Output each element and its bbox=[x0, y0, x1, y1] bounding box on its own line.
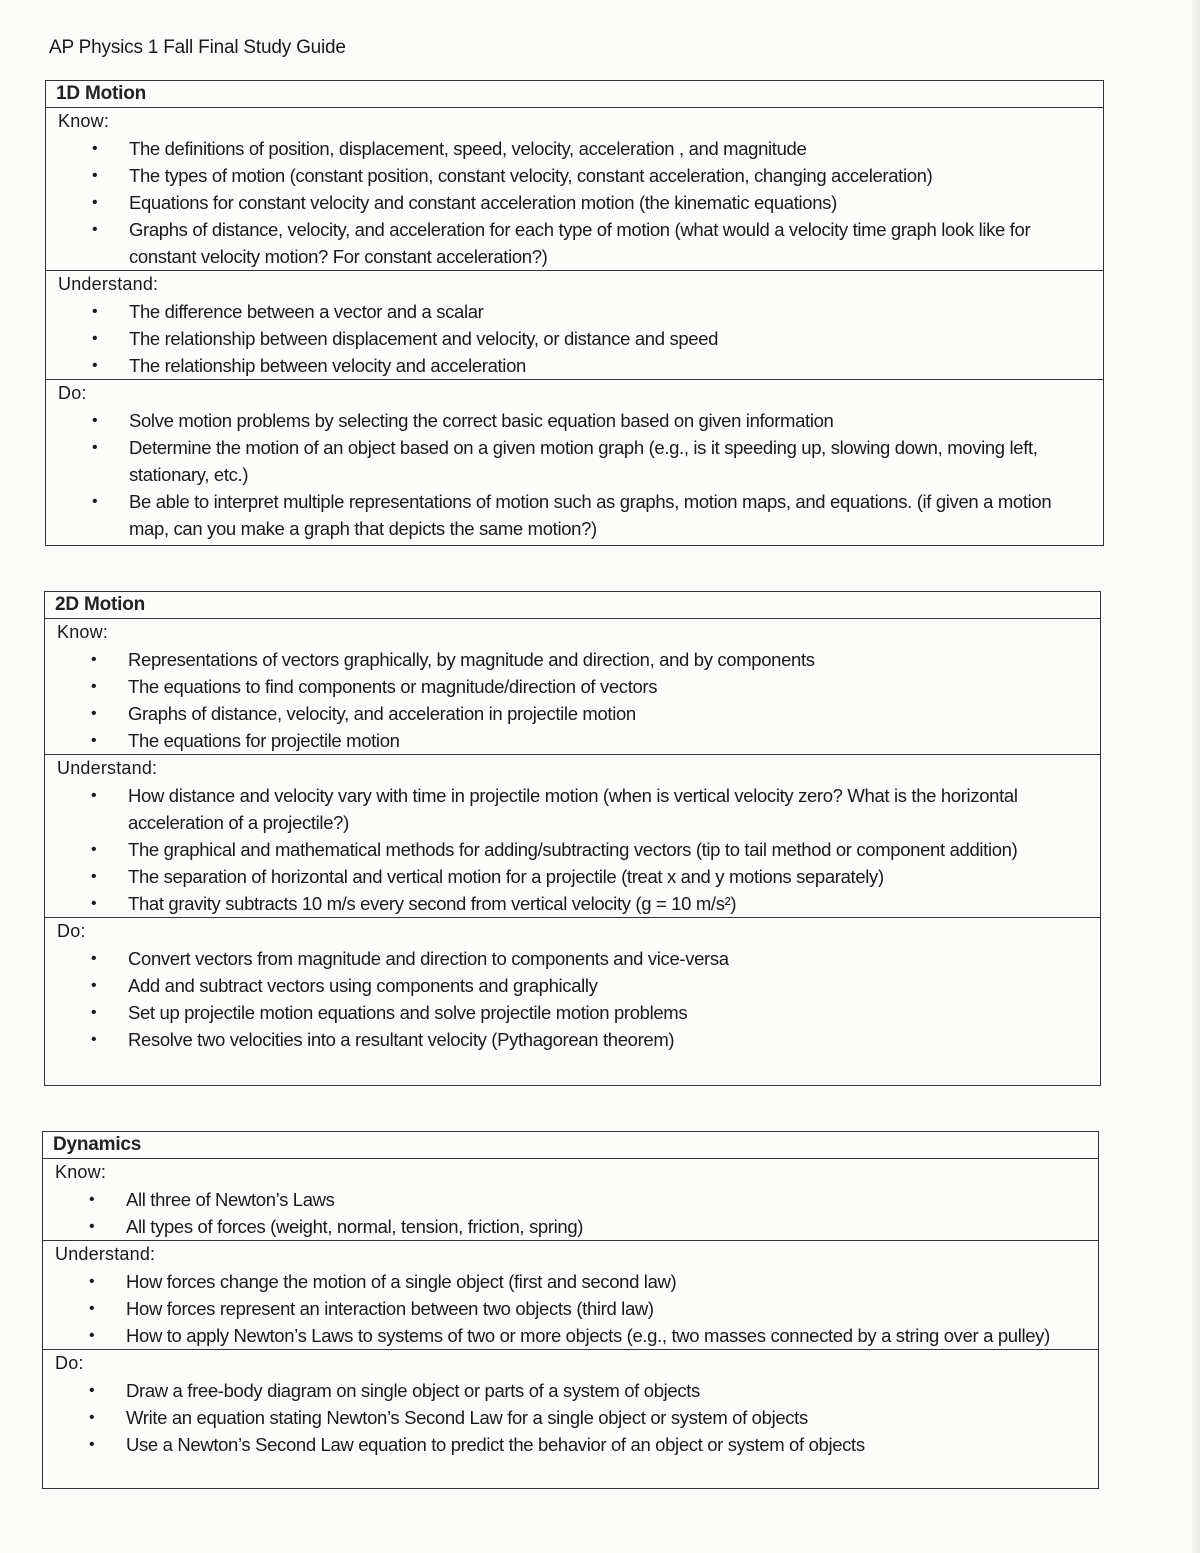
list-item bbox=[43, 1322, 1098, 1349]
section-group bbox=[43, 1241, 1098, 1350]
bullet-icon: • bbox=[91, 841, 97, 858]
list-item-text: Add and subtract vectors using components and graphically bbox=[128, 975, 598, 996]
list-item-text: Use a Newton’s Second Law equation to predict the behavior of an object or system of objects bbox=[126, 1434, 865, 1455]
bullet-icon: • bbox=[91, 868, 97, 885]
bullet-icon: • bbox=[92, 194, 98, 211]
list-item-text: The relationship between displacement and velocity, or distance and speed bbox=[129, 328, 719, 349]
list-item bbox=[43, 1186, 1098, 1213]
section-group bbox=[45, 755, 1100, 918]
list-item bbox=[43, 1213, 1098, 1240]
list-item-text: The types of motion (constant position, constant velocity, constant acceleration, changing acceleration) bbox=[129, 165, 933, 186]
bullet-icon: • bbox=[91, 895, 97, 912]
list-item bbox=[46, 434, 1103, 488]
bullet-icon: • bbox=[92, 221, 98, 238]
list-item bbox=[45, 727, 1100, 754]
list-item-text: Write an equation stating Newton’s Second Law for a single object or system of objects bbox=[126, 1407, 808, 1428]
list-item bbox=[45, 890, 1100, 917]
list-item bbox=[43, 1268, 1098, 1295]
bullet-icon: • bbox=[91, 977, 97, 994]
list-item-text: The equations to find components or magnitude/direction of vectors bbox=[128, 676, 658, 697]
section-group bbox=[45, 619, 1100, 755]
section-group bbox=[43, 1159, 1098, 1241]
section-heading: 2D Motion bbox=[45, 592, 1100, 619]
bullet-icon: • bbox=[92, 439, 98, 456]
bullet-icon: • bbox=[89, 1218, 95, 1235]
list-item-text: The difference between a vector and a scalar bbox=[129, 301, 484, 322]
bullet-list bbox=[43, 1186, 1098, 1240]
list-item-text: Convert vectors from magnitude and direction to components and vice-versa bbox=[128, 948, 729, 969]
list-item-text: Graphs of distance, velocity, and acceleration in projectile motion bbox=[128, 703, 636, 724]
list-item-text: How to apply Newton’s Laws to systems of two or more objects (e.g., two masses connected by a string over a pulley) bbox=[126, 1325, 1050, 1346]
scan-edge bbox=[1192, 0, 1200, 1553]
list-item-text: That gravity subtracts 10 m/s every second from vertical velocity (g = 10 m/s²) bbox=[128, 893, 737, 914]
list-item bbox=[45, 782, 1100, 836]
group-label: Know: bbox=[57, 622, 109, 642]
bullet-icon: • bbox=[92, 412, 98, 429]
bullet-icon: • bbox=[91, 678, 97, 695]
bullet-icon: • bbox=[89, 1382, 95, 1399]
group-label: Understand: bbox=[58, 274, 159, 294]
list-item-text: All three of Newton’s Laws bbox=[126, 1189, 335, 1210]
section-group bbox=[46, 271, 1103, 380]
bullet-list bbox=[46, 407, 1103, 542]
list-item-text: The separation of horizontal and vertical motion for a projectile (treat x and y motions separately) bbox=[128, 866, 884, 887]
bullet-list bbox=[45, 782, 1100, 917]
list-item bbox=[45, 863, 1100, 890]
list-item bbox=[45, 700, 1100, 727]
group-label: Understand: bbox=[57, 758, 158, 778]
section-dynamics bbox=[42, 1131, 1099, 1489]
list-item bbox=[45, 646, 1100, 673]
list-item-text: How forces represent an interaction between two objects (third law) bbox=[126, 1298, 654, 1319]
bullet-list bbox=[43, 1268, 1098, 1349]
list-item-text: The graphical and mathematical methods for adding/subtracting vectors (tip to tail method or component addition) bbox=[128, 839, 1018, 860]
list-item-text: All types of forces (weight, normal, tension, friction, spring) bbox=[126, 1216, 584, 1237]
bullet-icon: • bbox=[91, 950, 97, 967]
list-item bbox=[43, 1377, 1098, 1404]
bullet-list bbox=[43, 1377, 1098, 1458]
list-item-text: Be able to interpret multiple representations of motion such as graphs, motion maps, and equations. (if given a motion map, can you make a graph that depicts the same motion?) bbox=[129, 491, 1052, 539]
bullet-icon: • bbox=[89, 1191, 95, 1208]
bullet-icon: • bbox=[89, 1300, 95, 1317]
bullet-icon: • bbox=[89, 1273, 95, 1290]
list-item bbox=[45, 945, 1100, 972]
list-item-text: Equations for constant velocity and constant acceleration motion (the kinematic equations) bbox=[129, 192, 837, 213]
section-heading: Dynamics bbox=[43, 1132, 1098, 1159]
section-group bbox=[46, 380, 1103, 542]
list-item bbox=[45, 673, 1100, 700]
list-item-text: The definitions of position, displacement, speed, velocity, acceleration , and magnitude bbox=[129, 138, 807, 159]
bullet-icon: • bbox=[91, 732, 97, 749]
bullet-icon: • bbox=[92, 357, 98, 374]
bullet-list bbox=[46, 298, 1103, 379]
bullet-list bbox=[45, 646, 1100, 754]
list-item-text: Set up projectile motion equations and solve projectile motion problems bbox=[128, 1002, 688, 1023]
group-label: Do: bbox=[55, 1353, 84, 1373]
page-title: AP Physics 1 Fall Final Study Guide bbox=[49, 37, 346, 58]
section-1d-motion bbox=[45, 80, 1104, 546]
list-item bbox=[43, 1431, 1098, 1458]
list-item-text: Resolve two velocities into a resultant velocity (Pythagorean theorem) bbox=[128, 1029, 675, 1050]
bullet-icon: • bbox=[89, 1436, 95, 1453]
bullet-list bbox=[45, 945, 1100, 1053]
list-item bbox=[46, 135, 1103, 162]
list-item bbox=[45, 972, 1100, 999]
list-item bbox=[46, 216, 1103, 270]
list-item bbox=[46, 325, 1103, 352]
section-group bbox=[43, 1350, 1098, 1458]
list-item bbox=[45, 1026, 1100, 1053]
group-label: Do: bbox=[57, 921, 86, 941]
list-item bbox=[43, 1295, 1098, 1322]
bullet-icon: • bbox=[91, 705, 97, 722]
group-label: Know: bbox=[55, 1162, 107, 1182]
group-label: Know: bbox=[58, 111, 110, 131]
bullet-icon: • bbox=[92, 303, 98, 320]
section-group bbox=[46, 108, 1103, 271]
bullet-list bbox=[46, 135, 1103, 270]
bullet-icon: • bbox=[92, 167, 98, 184]
bullet-icon: • bbox=[91, 787, 97, 804]
section-heading: 1D Motion bbox=[46, 81, 1103, 108]
list-item bbox=[43, 1404, 1098, 1431]
bullet-icon: • bbox=[89, 1409, 95, 1426]
list-item bbox=[46, 298, 1103, 325]
list-item-text: Draw a free-body diagram on single object or parts of a system of objects bbox=[126, 1380, 700, 1401]
list-item-text: Representations of vectors graphically, by magnitude and direction, and by components bbox=[128, 649, 815, 670]
list-item bbox=[46, 189, 1103, 216]
list-item bbox=[46, 488, 1103, 542]
bullet-icon: • bbox=[89, 1327, 95, 1344]
list-item bbox=[46, 162, 1103, 189]
list-item-text: The relationship between velocity and acceleration bbox=[129, 355, 526, 376]
list-item-text: Graphs of distance, velocity, and acceleration for each type of motion (what would a velocity time graph look like for constant velocity motion? For constant acceleration?) bbox=[129, 219, 1031, 267]
list-item-text: Solve motion problems by selecting the correct basic equation based on given information bbox=[129, 410, 834, 431]
list-item bbox=[46, 352, 1103, 379]
bullet-icon: • bbox=[91, 651, 97, 668]
list-item bbox=[45, 999, 1100, 1026]
list-item-text: The equations for projectile motion bbox=[128, 730, 400, 751]
bullet-icon: • bbox=[92, 140, 98, 157]
bullet-icon: • bbox=[92, 330, 98, 347]
bullet-icon: • bbox=[91, 1031, 97, 1048]
group-label: Understand: bbox=[55, 1244, 156, 1264]
list-item bbox=[46, 407, 1103, 434]
list-item bbox=[45, 836, 1100, 863]
list-item-text: How forces change the motion of a single object (first and second law) bbox=[126, 1271, 677, 1292]
section-group bbox=[45, 918, 1100, 1053]
list-item-text: How distance and velocity vary with time in projectile motion (when is vertical velocity zero? What is the horizontal acceleration of a projectile?) bbox=[128, 785, 1018, 833]
section-2d-motion bbox=[44, 591, 1101, 1086]
bullet-icon: • bbox=[91, 1004, 97, 1021]
bullet-icon: • bbox=[92, 493, 98, 510]
list-item-text: Determine the motion of an object based on a given motion graph (e.g., is it speeding up, slowing down, moving left, stationary, etc.) bbox=[129, 437, 1038, 485]
group-label: Do: bbox=[58, 383, 87, 403]
